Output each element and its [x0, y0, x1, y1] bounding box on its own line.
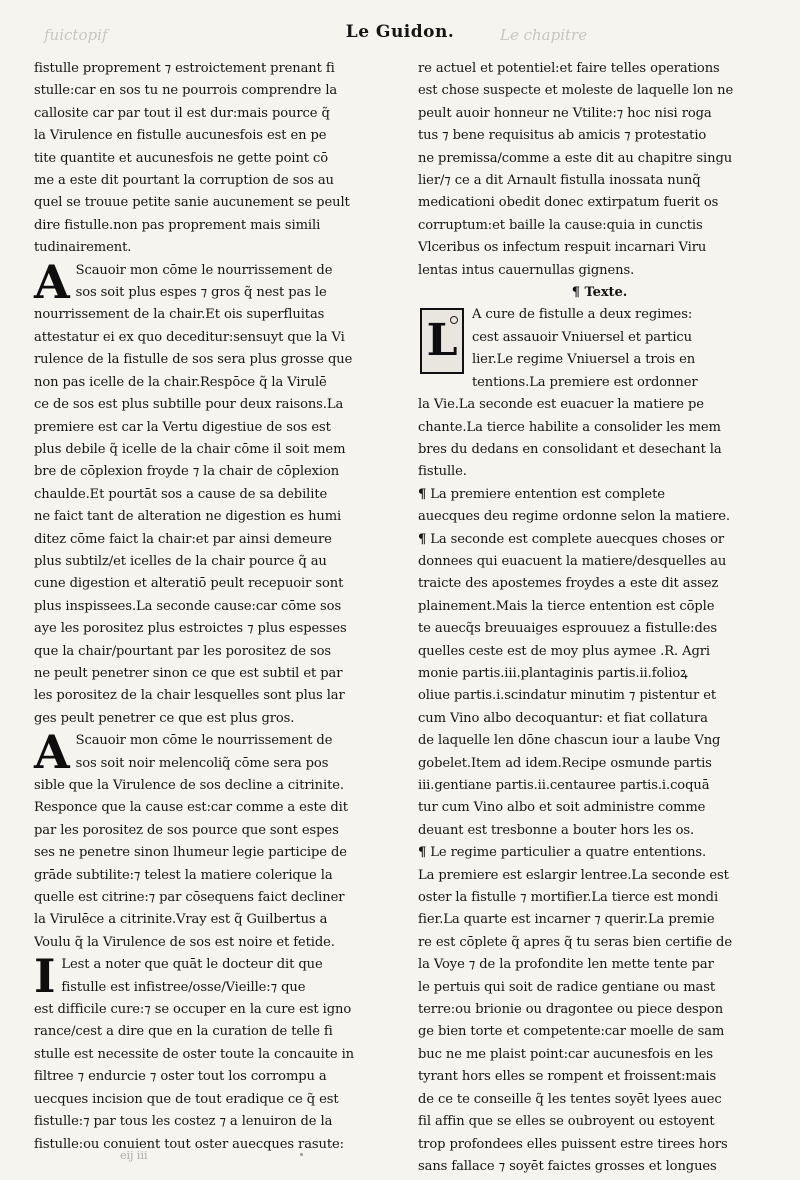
text-line: la Virulēce a citrinite.Vray est q̃ Guilbertus a — [34, 912, 328, 928]
text-line: tentions.La premiere est ordonner — [472, 374, 698, 390]
text-line: ges peult penetrer ce que est plus gros. — [34, 710, 295, 726]
text-line: Scauoir mon cōme le nourrissement de — [75, 262, 333, 278]
pilcrow-icon: ¶ — [418, 845, 427, 861]
text-line: stulle:car en sos tu ne pourrois comprendre la — [34, 83, 338, 99]
text-line: plus inspissees.La seconde cause:car cōme sos — [34, 598, 342, 614]
bleed-through-text: fuictopif — [44, 26, 108, 44]
text-line: bre de cōplexion froyde ⁊ la chair de cōplexion — [34, 464, 340, 480]
text-line: lier/⁊ ce a dit Arnault fistulla inossata nunq̃ — [418, 173, 701, 189]
text-line: lentas intus cauernullas gignens. — [418, 262, 635, 278]
text-line: oster la fistulle ⁊ mortifier.La tierce est mondi — [418, 890, 719, 906]
illuminated-initial: L — [420, 308, 464, 374]
pilcrow-icon: ¶ — [418, 486, 427, 502]
text-line: tite quantite et aucunesfois ne gette point cō — [34, 150, 329, 166]
drop-cap: A — [34, 254, 70, 309]
text-line: Lest a noter que quāt le docteur dit que — [61, 957, 323, 973]
text-line: re est cōplete q̃ apres q̃ tu seras bien certifie de — [418, 934, 732, 950]
text-line: chante.La tierce habilite a consolider les mem — [418, 419, 721, 435]
text-line: fistulle. — [418, 464, 467, 480]
text-line: tudinairement. — [34, 240, 132, 256]
text-line: sible que la Virulence de sos decline a citrinite. — [34, 778, 344, 793]
text-line: buc ne me plaist point:car aucunesfois en les — [418, 1046, 714, 1062]
folio-mark: eij iii — [120, 1149, 148, 1162]
text-line: medicationi obedit donec extirpatum fuerit os — [418, 195, 719, 211]
text-line: fistulle proprement ⁊ estroictement prenant fi — [34, 61, 335, 76]
bleed-through-text: Le chapitre — [500, 26, 588, 44]
text-line: de laquelle len dōne chascun iour a laube Vng — [418, 733, 721, 749]
text-line: plainement.Mais la tierce entention est cōple — [418, 598, 715, 614]
text-line: rulence de la fistulle de sos sera plus grosse que — [34, 352, 353, 368]
text-line: est difficile cure:⁊ se occuper en la cure est igno — [34, 1002, 352, 1018]
text-line: monie partis.iii.plantaginis partis.ii.folioꝝ — [418, 665, 688, 681]
text-line: ne peult penetrer sinon ce que est subtil et par — [34, 665, 343, 681]
paragraph — [34, 58, 397, 260]
text-line: attestatur ei ex quo deceditur:sensuyt que la Vi — [34, 329, 345, 345]
text-line: par les porositez de sos pource que sont espes — [34, 822, 339, 838]
text-line: oliue partis.i.scindatur minutim ⁊ pistentur et — [418, 688, 717, 704]
text-line: Scauoir mon cōme le nourrissement de — [75, 733, 333, 749]
paragraph — [34, 254, 397, 731]
text-line: peult auoir honneur ne Vtilite:⁊ hoc nisi roga — [418, 105, 712, 121]
drop-cap: A — [34, 725, 70, 780]
left-column — [34, 58, 397, 1156]
text-line: tyrant hors elles se rompent et froissent:mais — [418, 1069, 717, 1085]
paragraph — [418, 304, 781, 483]
text-line: auecques deu regime ordonne selon la matiere. — [418, 509, 730, 525]
text-line: aye les porositez plus estroictes ⁊ plus espesses — [34, 621, 347, 637]
text-line: dire fistulle.non pas proprement mais simili — [34, 217, 321, 233]
text-line: re actuel et potentiel:et faire telles operations — [418, 61, 720, 76]
text-line: bres du dedans en consolidant et desechant la — [418, 441, 722, 457]
text-line: deuant est tresbonne a bouter hors les os. — [418, 822, 695, 838]
right-column — [418, 58, 781, 1178]
text-line: filtree ⁊ endurcie ⁊ oster tout los corrompu a — [34, 1069, 327, 1085]
text-line: corruptum:et baille la cause:quia in cunctis — [418, 217, 703, 233]
text-line: fistulle:⁊ par tous les costez ⁊ a lenuiron de la — [34, 1114, 333, 1130]
text-line: que la chair/pourtant par les porositez de sos — [34, 643, 332, 659]
text-line: Voulu q̃ la Virulence de sos est noire et fetide. — [34, 934, 335, 950]
paragraph — [418, 58, 781, 282]
drop-cap: I — [34, 949, 56, 1004]
text-line: fistulle est infistree/osse/Vieille:⁊ que — [61, 979, 306, 995]
text-line: ¶ La premiere entention est complete — [418, 486, 665, 502]
text-line: la Vie.La seconde est euacuer la matiere pe — [418, 397, 704, 413]
text-line: quelle est citrine:⁊ par cōsequens faict decliner — [34, 890, 345, 906]
text-line: cest assauoir Vniuersel et particu — [472, 329, 692, 345]
text-line: est chose suspecte et moleste de laquelle lon ne — [418, 83, 734, 99]
text-line: nourrissement de la chair.Et ois superfluitas — [34, 307, 325, 323]
text-line: les porositez de la chair lesquelles sont plus lar — [34, 688, 345, 704]
pilcrow-icon: ¶ — [571, 285, 581, 301]
text-line: tur cum Vino albo et soit administre comme — [418, 800, 706, 816]
section-heading: ¶ Texte. — [571, 285, 628, 301]
text-line: uecques incision que de tout eradique ce q̃ est — [34, 1091, 339, 1107]
text-line: fier.La quarte est incarner ⁊ querir.La premie — [418, 912, 715, 928]
text-line: ge bien torte et competente:car moelle de sam — [418, 1024, 725, 1040]
text-line: de ce te conseille q̃ les tentes soyēt lyees auec — [418, 1091, 722, 1107]
text-line: la Voye ⁊ de la profondite len mette tente par — [418, 957, 714, 973]
text-line: plus debile q̃ icelle de la chair cōme il soit mem — [34, 441, 346, 457]
text-line: ses ne penetre sinon lhumeur legie participe de — [34, 845, 347, 861]
text-line: stulle est necessite de oster toute la concauite in — [34, 1046, 354, 1062]
text-line: traicte des apostemes froydes a este dit assez — [418, 576, 719, 592]
text-line: ¶ La seconde est complete auecques choses or — [418, 531, 725, 547]
text-line: sos soit noir melencoliq̃ cōme sera pos — [75, 755, 329, 771]
text-line: non pas icelle de la chair.Respōce q̃ la Virulē — [34, 374, 327, 390]
text-line: premiere est car la Vertu digestiue de sos est — [34, 419, 331, 435]
text-line: plus subtilz/et icelles de la chair pource q̃ au — [34, 553, 327, 569]
text-line: quelles ceste est de moy plus aymee .R. Agri — [418, 643, 710, 659]
paragraph — [418, 506, 781, 528]
text-line: Responce que la cause est:car comme a este dit — [34, 800, 348, 816]
text-line: gobelet.Item ad idem.Recipe osmunde partis — [418, 755, 712, 771]
text-line: sans fallace ⁊ soyēt faictes grosses et longues — [418, 1158, 717, 1174]
running-head: Le Guidon. — [345, 22, 455, 42]
text-line: sos soit plus espes ⁊ gros q̃ nest pas le — [75, 285, 327, 301]
text-line: chaulde.Et pourtāt sos a cause de sa debilite — [34, 486, 328, 502]
text-line: A cure de fistulle a deux regimes: — [472, 307, 693, 323]
text-line: terre:ou brionie ou dragontee ou piece despon — [418, 1002, 724, 1018]
text-line: fil affin que se elles se oubroyent ou estoyent — [418, 1114, 715, 1130]
text-line: trop profondees elles puissent estre tirees hors — [418, 1136, 728, 1152]
text-line: grāde subtilite:⁊ telest la matiere colerique la — [34, 867, 333, 883]
text-line: la Virulence en fistulle aucunesfois est en pe — [34, 128, 327, 144]
text-line: le pertuis qui soit de radice gentiane ou mast — [418, 979, 716, 995]
paragraph — [418, 551, 781, 842]
paragraph — [418, 865, 781, 1179]
text-line: donnees qui euacuent la matiere/desquelles au — [418, 553, 727, 569]
text-line: cune digestion et alteratiō peult recepuoir sont — [34, 576, 344, 592]
text-line: La premiere est eslargir lentree.La seconde est — [418, 867, 729, 883]
text-line: iii.gentiane partis.ii.centauree partis.i.coquā — [418, 778, 710, 793]
text-line: ne premissa/comme a este dit au chapitre singu — [418, 150, 733, 166]
text-line: quel se trouue petite sanie aucunement se peult — [34, 195, 350, 211]
paragraph — [34, 725, 397, 954]
ink-spot — [300, 1153, 303, 1156]
text-line: tus ⁊ bene requisitus ab amicis ⁊ protestatio — [418, 128, 707, 144]
paragraph — [34, 949, 397, 1156]
text-line: callosite car par tout il est dur:mais pource q̃ — [34, 105, 330, 121]
text-line: lier.Le regime Vniuersel a trois en — [472, 352, 696, 368]
text-line: ce de sos est plus subtille pour deux raisons.La — [34, 397, 344, 413]
text-line: rance/cest a dire que en la curation de telle fi — [34, 1024, 333, 1040]
text-line: fistulle:ou conuient tout oster auecques rasute: — [34, 1136, 344, 1152]
pilcrow-icon: ¶ — [418, 531, 427, 547]
text-line: ditez cōme faict la chair:et par ainsi demeure — [34, 531, 332, 547]
text-line: te auecq̃s breuuaiges esprouuez a fistulle:des — [418, 621, 717, 637]
text-line: ne faict tant de alteration ne digestion es humi — [34, 509, 342, 525]
text-line: ¶ Le regime particulier a quatre ententions. — [418, 845, 707, 861]
text-line: me a este dit pourtant la corruption de sos au — [34, 173, 334, 189]
text-line: Vlceribus os infectum respuit incarnari Viru — [418, 240, 707, 256]
text-line: cum Vino albo decoquantur: et fiat collatura — [418, 710, 708, 726]
